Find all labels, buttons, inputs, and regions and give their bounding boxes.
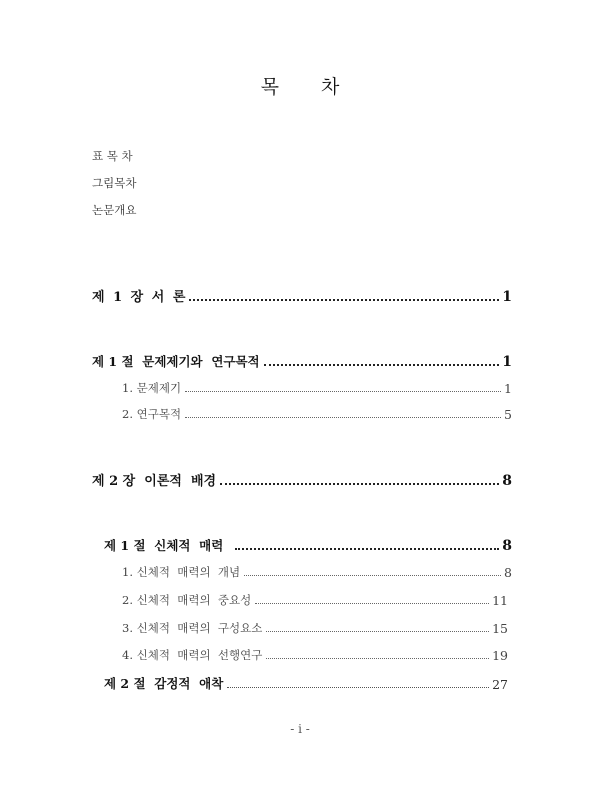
toc-label: 제 1 절 신체적 매력 — [104, 538, 224, 553]
dot-leader — [266, 630, 489, 632]
toc-page-number: 8 — [502, 538, 512, 554]
front-matter-list-of-tables: 표 목 차 — [92, 149, 133, 163]
title-char-1: 목 — [260, 76, 279, 98]
dot-leader — [235, 547, 499, 550]
dot-leader — [266, 657, 489, 659]
dot-leader — [244, 574, 501, 576]
dot-leader — [189, 298, 499, 301]
toc-page-number: 1 — [502, 354, 512, 370]
toc-label: 1. 신체적 매력의 개념 — [122, 565, 241, 579]
dot-leader — [185, 416, 501, 418]
toc-label: 2. 연구목적 — [122, 407, 182, 421]
toc-page-number: 15 — [492, 621, 508, 636]
page-title — [0, 72, 600, 99]
toc-chapter-1 — [92, 286, 512, 305]
toc-section-2-1 — [104, 536, 512, 554]
toc-page-number: 5 — [504, 407, 512, 422]
toc-page-number: 1 — [504, 381, 512, 396]
toc-label: 4. 신체적 매력의 선행연구 — [122, 648, 263, 662]
toc-label: 3. 신체적 매력의 구성요소 — [122, 621, 263, 635]
toc-label: 2. 신체적 매력의 중요성 — [122, 593, 252, 607]
toc-label: 제 1 장 서 론 — [92, 290, 186, 305]
dot-leader — [255, 602, 489, 604]
toc-label: 제 2 절 감정적 애착 — [104, 676, 224, 691]
toc-section-2-2 — [104, 674, 508, 692]
dot-leader — [227, 686, 489, 688]
front-matter-abstract: 논문개요 — [92, 203, 137, 217]
toc-label: 제 2 장 이론적 배경 — [92, 474, 217, 489]
title-char-2: 차 — [321, 76, 340, 98]
toc-item-2-1-2 — [122, 592, 508, 608]
page-number-footer: - i - — [290, 722, 310, 736]
toc-item-2-1-3 — [122, 620, 508, 636]
toc-label: 제 1 절 문제제기와 연구목적 — [92, 354, 260, 369]
toc-page-number: 8 — [502, 473, 512, 489]
toc-item-1-1-2 — [122, 406, 512, 422]
dot-leader — [264, 363, 500, 366]
dot-leader — [185, 390, 501, 392]
toc-label: 1. 문제제기 — [122, 381, 182, 395]
toc-page-number: 19 — [492, 648, 508, 663]
toc-chapter-2 — [92, 470, 512, 489]
dot-leader — [220, 482, 499, 485]
toc-page-number: 27 — [492, 677, 508, 692]
toc-page-number: 8 — [504, 565, 512, 580]
toc-page-number: 11 — [492, 593, 508, 608]
toc-item-2-1-4 — [122, 647, 508, 663]
front-matter-list-of-figures: 그림목차 — [92, 176, 137, 190]
toc-item-1-1-1 — [122, 380, 512, 396]
toc-item-2-1-1 — [122, 564, 512, 580]
toc-page-number: 1 — [502, 289, 512, 305]
toc-section-1-1 — [92, 352, 512, 370]
